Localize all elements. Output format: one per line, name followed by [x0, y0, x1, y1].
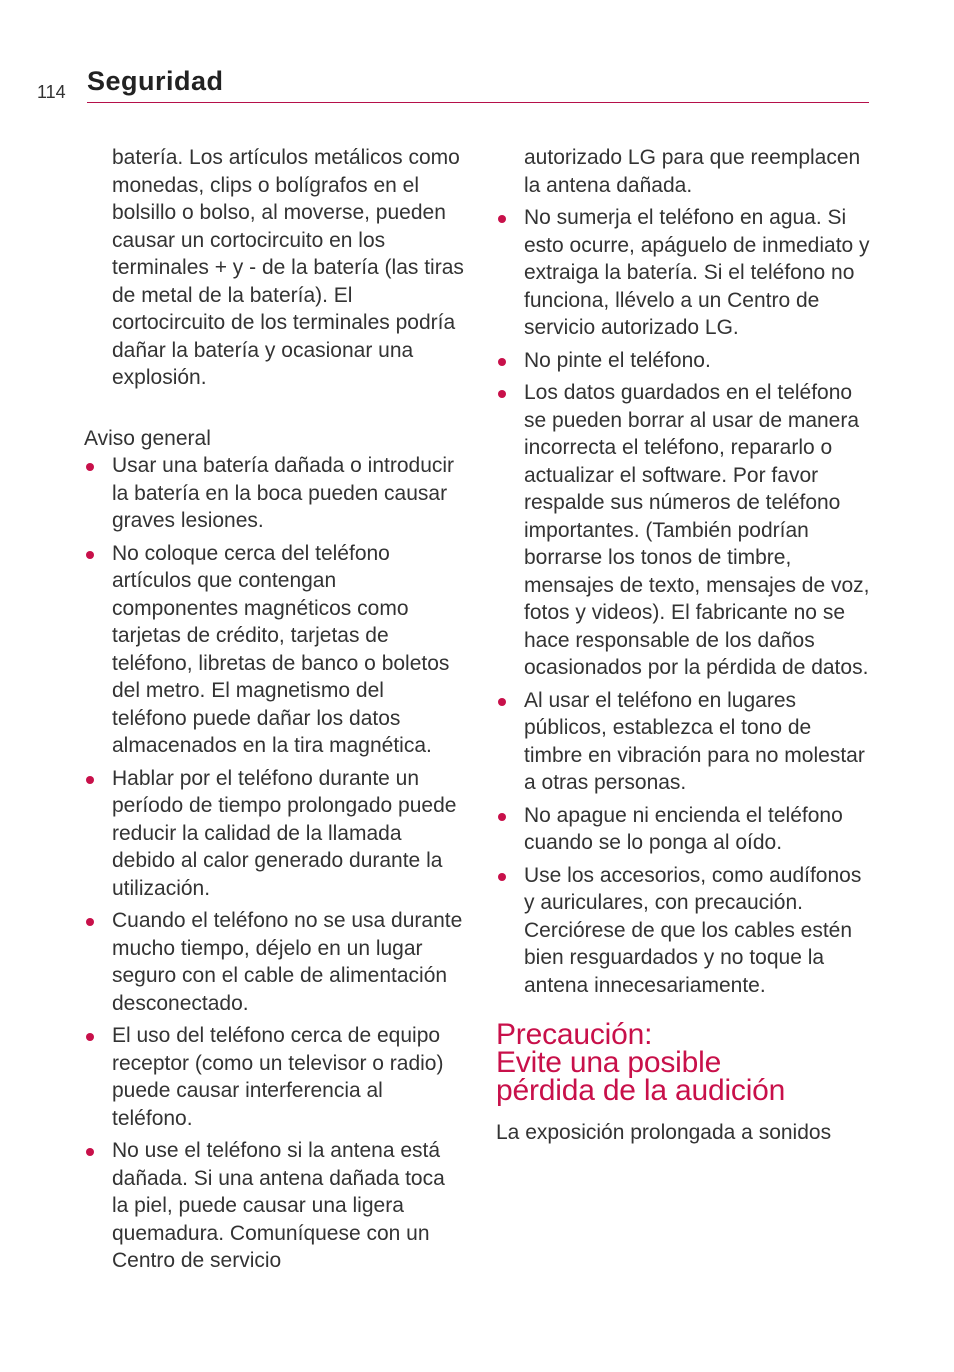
- left-column: [84, 144, 464, 1280]
- page-number: 114: [37, 82, 66, 102]
- warning-list: [496, 204, 874, 999]
- list-item: Al usar el teléfono en lugares públicos, establezca el tono de timbre en vibración para no molestar a otras personas.: [496, 687, 874, 797]
- section-title: Seguridad: [87, 66, 224, 96]
- list-item: No apague ni encienda el teléfono cuando se lo ponga al oído.: [496, 802, 874, 857]
- list-item: Los datos guardados en el teléfono se pueden borrar al usar de manera incorrecta el teléfono, repararlo o actualizar el software. Por favor respalde sus números de teléfono importantes. (También podrían borrarse los tonos de timbre, mensajes de texto, mensajes de voz, fotos y videos). El fabricante no se hace responsable de los daños ocasionados por la pérdida de datos.: [496, 379, 874, 682]
- subheading-aviso-general: Aviso general: [84, 426, 211, 450]
- list-item: No pinte el teléfono.: [496, 347, 874, 375]
- list-item: No sumerja el teléfono en agua. Si esto ocurre, apáguelo de inmediato y extraiga la batería. Si el teléfono no funciona, llévelo a un Centro de servicio autorizado LG.: [496, 204, 874, 342]
- caution-heading-line: pérdida de la audición: [496, 1074, 786, 1107]
- caution-heading-line: Evite una posible: [496, 1046, 722, 1079]
- right-column: [496, 144, 874, 1147]
- list-item: Cuando el teléfono no se usa durante mucho tiempo, déjelo en un lugar seguro con el cable de alimentación desconectado.: [84, 907, 464, 1017]
- caution-body: La exposición prolongada a sonidos: [496, 1121, 832, 1144]
- intro-paragraph: batería. Los artículos metálicos como monedas, clips o bolígrafos en el bolsillo o bolso, al moverse, pueden causar un cortocircuito en los terminales + y - de la batería (las tiras de metal de la batería). El cortocircuito de los terminales podría dañar la batería y ocasionar una explosión.: [112, 146, 464, 389]
- header-rule: [87, 102, 869, 103]
- list-item: El uso del teléfono cerca de equipo receptor (como un televisor o radio) puede causar interferencia al teléfono.: [84, 1022, 464, 1132]
- list-item: No use el teléfono si la antena está dañada. Si una antena dañada toca la piel, puede causar una ligera quemadura. Comuníquese con un Centro de servicio: [84, 1137, 464, 1275]
- list-item: Hablar por el teléfono durante un período de tiempo prolongado puede reducir la calidad de la llamada debido al calor generado durante la utilización.: [84, 765, 464, 903]
- caution-heading-line: Precaución:: [496, 1018, 653, 1051]
- continued-paragraph: autorizado LG para que reemplacen la antena dañada.: [524, 146, 861, 197]
- list-item: Use los accesorios, como audífonos y auriculares, con precaución. Cerciórese de que los cables estén bien resguardados y no toque la antena innecesariamente.: [496, 862, 874, 1000]
- caution-heading: [496, 1018, 874, 1107]
- warning-list: [84, 452, 464, 1275]
- list-item: Usar una batería dañada o introducir la batería en la boca pueden causar graves lesiones.: [84, 452, 464, 535]
- list-item: No coloque cerca del teléfono artículos que contengan componentes magnéticos como tarjetas de crédito, tarjetas de teléfono, libretas de banco o boletos del metro. El magnetismo del teléfono puede dañar los datos almacenados en la tira magnética.: [84, 540, 464, 760]
